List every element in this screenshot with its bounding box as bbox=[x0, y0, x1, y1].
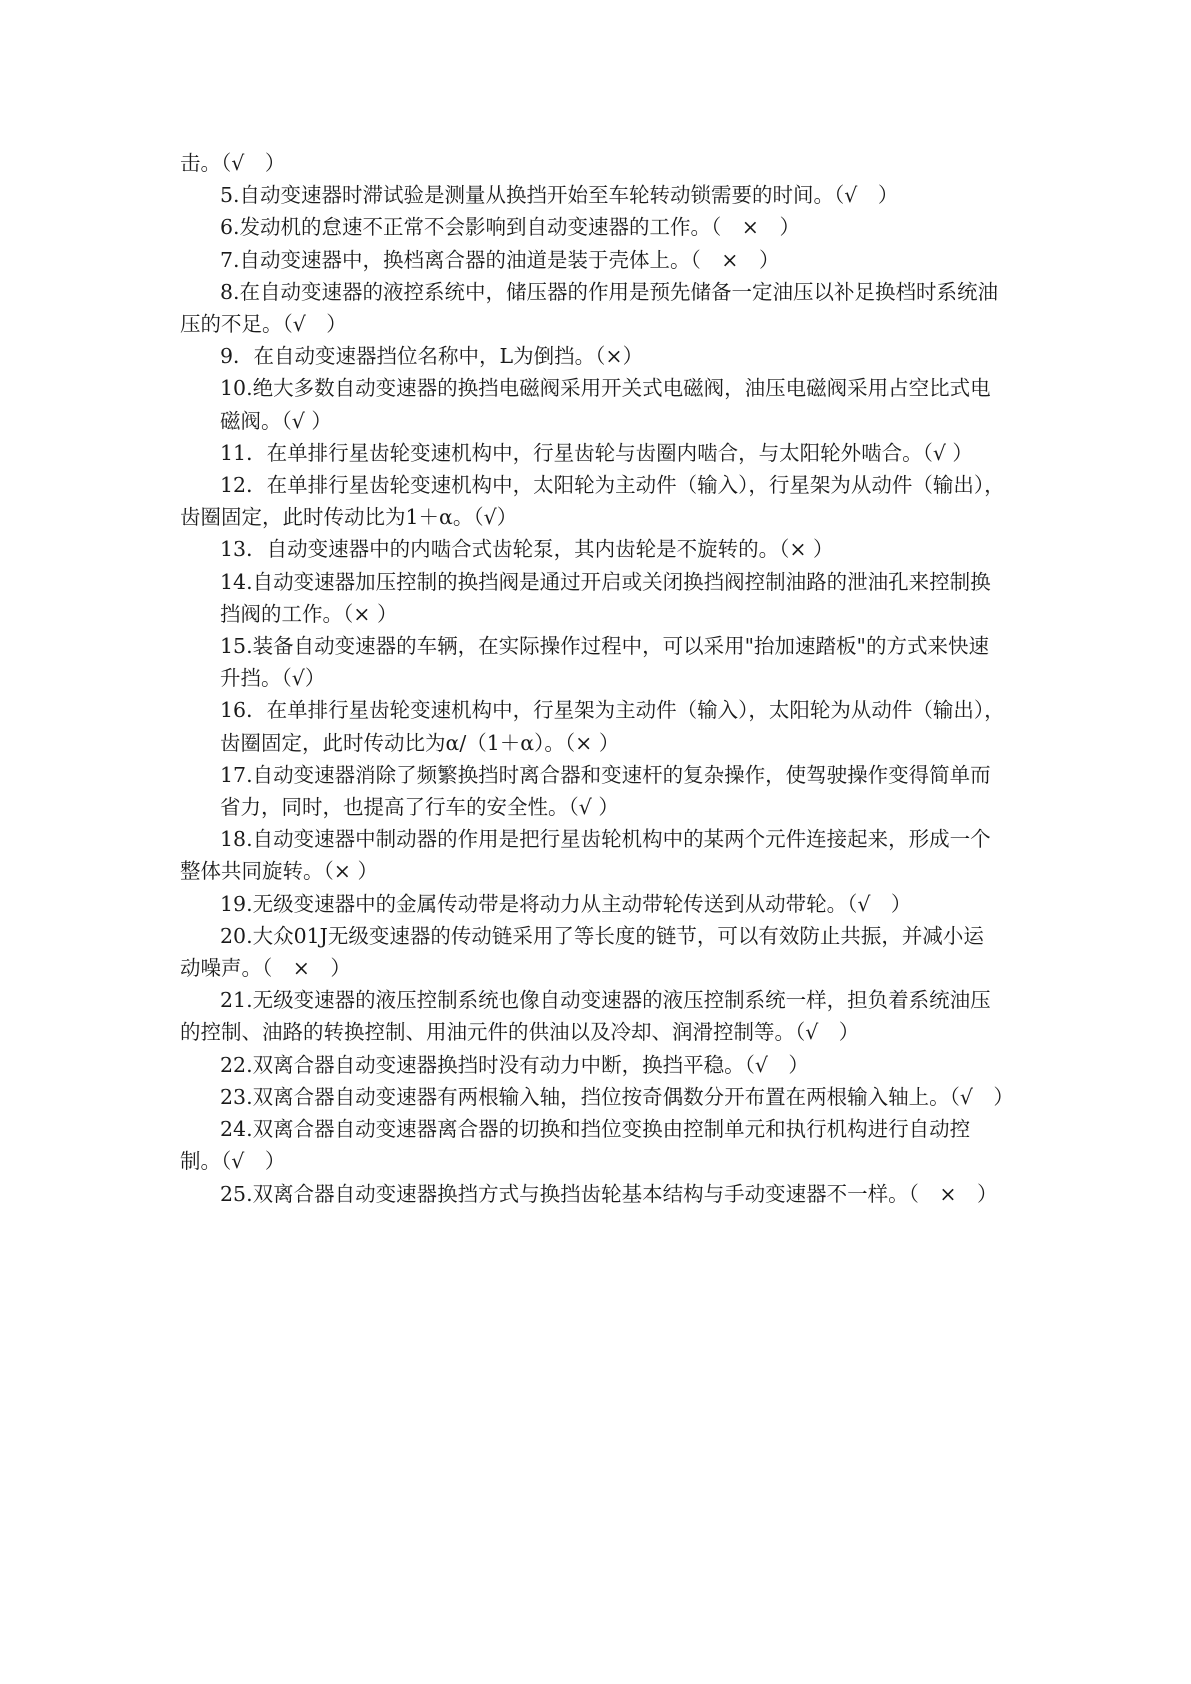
item-5 bbox=[180, 179, 1025, 211]
line: 击。（√ ） bbox=[180, 151, 286, 175]
line: 挡阀的工作。（× ） bbox=[220, 601, 398, 626]
line: 12．在单排行星齿轮变速机构中，太阳轮为主动件（输入），行星架为从动件（输出）， bbox=[220, 473, 1005, 498]
question-list bbox=[180, 147, 1025, 1210]
line: 齿圈固定，此时传动比为1＋α。（√） bbox=[180, 505, 518, 530]
line: 制。（√ ） bbox=[180, 1149, 286, 1174]
line: 13．自动变速器中的内啮合式齿轮泵，其内齿轮是不旋转的。（× ） bbox=[220, 537, 834, 562]
line: 7.自动变速器中，换档离合器的油道是装于壳体上。（ × ） bbox=[220, 247, 780, 272]
paragraph-0 bbox=[180, 147, 1025, 179]
line: 24.双离合器自动变速器离合器的切换和挡位变换由控制单元和执行机构进行自动控 bbox=[220, 1117, 971, 1142]
line: 整体共同旋转。（× ） bbox=[180, 859, 378, 884]
item-20 bbox=[180, 920, 1025, 984]
item-19 bbox=[180, 888, 1025, 920]
item-7 bbox=[180, 244, 1025, 276]
item-21 bbox=[180, 984, 1025, 1048]
item-16 bbox=[180, 694, 1025, 758]
item-8 bbox=[180, 276, 1025, 340]
line: 压的不足。（√ ） bbox=[180, 312, 347, 337]
item-18 bbox=[180, 823, 1025, 887]
line: 21.无级变速器的液压控制系统也像自动变速器的液压控制系统一样，担负着系统油压 bbox=[220, 988, 991, 1013]
line: 10.绝大多数自动变速器的换挡电磁阀采用开关式电磁阀，油压电磁阀采用占空比式电 bbox=[220, 376, 991, 401]
line: 的控制、油路的转换控制、用油元件的供油以及冷却、润滑控制等。（√ ） bbox=[180, 1020, 860, 1045]
line: 6.发动机的怠速不正常不会影响到自动变速器的工作。（ × ） bbox=[220, 215, 800, 240]
item-9 bbox=[180, 340, 1025, 372]
item-24 bbox=[180, 1113, 1025, 1177]
line: 18.自动变速器中制动器的作用是把行星齿轮机构中的某两个元件连接起来，形成一个 bbox=[220, 827, 991, 852]
item-25 bbox=[180, 1178, 1025, 1210]
line: 20.大众01J无级变速器的传动链采用了等长度的链节，可以有效防止共振，并减小运 bbox=[220, 923, 984, 948]
item-12 bbox=[180, 469, 1025, 533]
line: 磁阀。（√ ） bbox=[220, 408, 332, 433]
line: 19.无级变速器中的金属传动带是将动力从主动带轮传送到从动带轮。（√ ） bbox=[220, 891, 912, 916]
line: 16．在单排行星齿轮变速机构中，行星架为主动件（输入），太阳轮为从动件（输出）， bbox=[220, 698, 1005, 723]
line: 5.自动变速器时滞试验是测量从换挡开始至车轮转动锁需要的时间。（√ ） bbox=[220, 183, 899, 208]
line: 25.双离合器自动变速器换挡方式与换挡齿轮基本结构与手动变速器不一样。（ × ） bbox=[220, 1181, 998, 1206]
item-15 bbox=[180, 630, 1025, 694]
line: 11．在单排行星齿轮变速机构中，行星齿轮与齿圈内啮合，与太阳轮外啮合。（√ ） bbox=[220, 440, 973, 465]
line: 22.双离合器自动变速器换挡时没有动力中断，换挡平稳。（√ ） bbox=[220, 1052, 809, 1077]
line: 9．在自动变速器挡位名称中，L为倒挡。（×） bbox=[220, 344, 644, 369]
line: 齿圈固定，此时传动比为α/（1＋α）。（× ） bbox=[220, 730, 620, 755]
line: 14.自动变速器加压控制的换挡阀是通过开启或关闭换挡阀控制油路的泄油孔来控制换 bbox=[220, 569, 991, 594]
line: 15.装备自动变速器的车辆，在实际操作过程中，可以采用"抬加速踏板"的方式来快速 bbox=[220, 634, 989, 659]
item-23 bbox=[180, 1081, 1025, 1113]
item-6 bbox=[180, 211, 1025, 243]
line: 17.自动变速器消除了频繁换挡时离合器和变速杆的复杂操作，使驾驶操作变得简单而 bbox=[220, 762, 991, 787]
item-17 bbox=[180, 759, 1025, 823]
item-11 bbox=[180, 437, 1025, 469]
line: 8.在自动变速器的液控系统中，储压器的作用是预先储备一定油压以补足换档时系统油 bbox=[220, 279, 999, 304]
line: 省力，同时，也提高了行车的安全性。（√ ） bbox=[220, 795, 619, 820]
item-13 bbox=[180, 533, 1025, 565]
line: 动噪声。（ × ） bbox=[180, 956, 351, 981]
item-22 bbox=[180, 1049, 1025, 1081]
item-10 bbox=[180, 372, 1025, 436]
item-14 bbox=[180, 566, 1025, 630]
line: 23.双离合器自动变速器有两根输入轴，挡位按奇偶数分开布置在两根输入轴上。（√ ） bbox=[220, 1084, 1014, 1109]
line: 升挡。（√） bbox=[220, 666, 326, 691]
